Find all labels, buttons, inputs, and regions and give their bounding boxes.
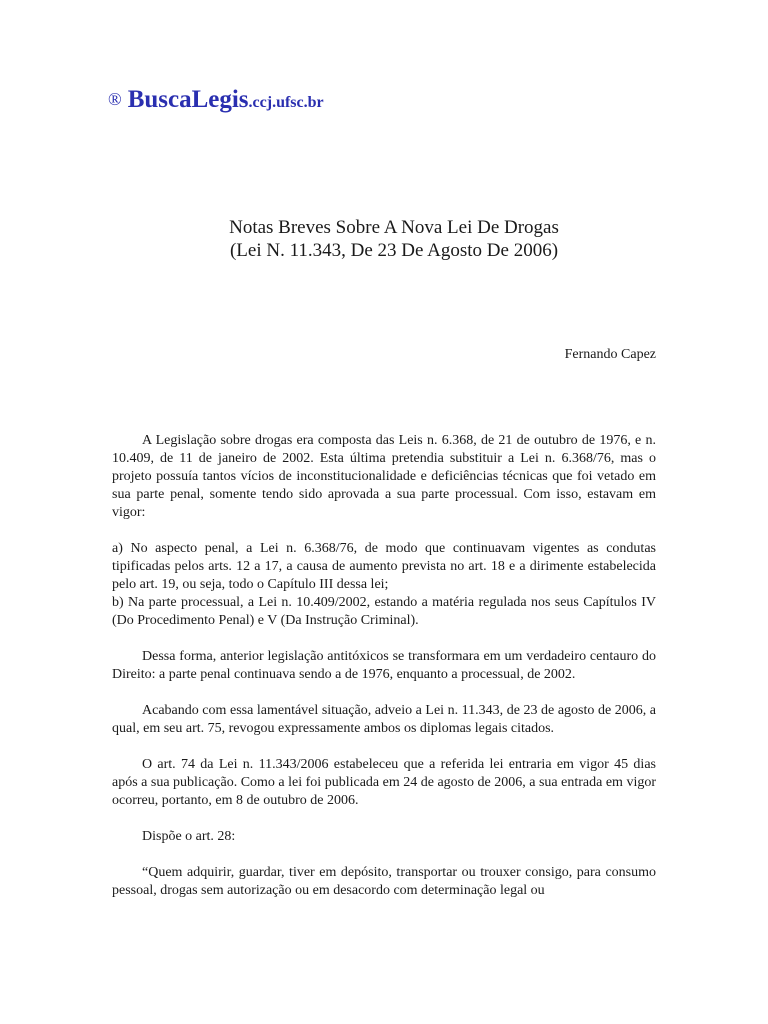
author-name: Fernando Capez [564,347,656,362]
document-title [0,216,768,262]
title-line-1: Notas Breves Sobre A Nova Lei De Drogas [229,217,559,238]
paragraph-centauro: Dessa forma, anterior legislação antitóxicos se transformara em um verdadeiro centauro do Direito: a parte penal continuava sendo a de 1976, enquanto a processual, de 2002. [112,649,656,682]
logo-brand-text: BuscaLegis [127,86,249,113]
registered-mark-icon: ® [108,89,122,109]
paragraph-revogacao: Acabando com essa lamentável situação, adveio a Lei n. 11.343, de 23 de agosto de 2006, a qual, em seu art. 75, revogou expressamente ambos os diplomas legais citados. [112,703,656,736]
title-line-2: (Lei N. 11.343, De 23 De Agosto De 2006) [229,240,559,261]
logo-domain-text: .ccj.ufsc.br [248,94,324,111]
document-body [112,432,656,900]
paragraph-vigencia: O art. 74 da Lei n. 11.343/2006 estabeleceu que a referida lei entraria em vigor 45 dias após a sua publicação. Como a lei foi publicada em 24 de agosto de 2006, a sua entrada em vigor ocorreu, portanto, em 8 de outubro de 2006. [112,757,656,808]
paragraph-art28-intro: Dispõe o art. 28: [142,829,236,844]
buscalegis-logo[interactable] [108,86,324,114]
list-item-b: b) Na parte processual, a Lei n. 10.409/2002, estando a matéria regulada nos seus Capítulos IV (Do Procedimento Penal) e V (Da Instrução Criminal). [112,595,656,628]
paragraph-art28-quote: “Quem adquirir, guardar, tiver em depósito, transportar ou trouxer consigo, para consumo pessoal, drogas sem autorização ou em desacordo com determinação legal ou [112,865,656,898]
paragraph-intro: A Legislação sobre drogas era composta das Leis n. 6.368, de 21 de outubro de 1976, e n. 10.409, de 11 de janeiro de 2002. Esta última pretendia substituir a Lei n. 6.368/76, mas o projeto possuía tantos vícios de inconstitucionalidade e deficiências técnicas que foi vetado em sua parte penal, somente tendo sido aprovada a sua parte processual. Com isso, estavam em vigor: [112,433,656,520]
list-item-a: a) No aspecto penal, a Lei n. 6.368/76, de modo que continuavam vigentes as condutas tipificadas pelos arts. 12 a 17, a causa de aumento prevista no art. 18 e a dirimente estabelecida pelo art. 19, ou seja, todo o Capítulo III dessa lei; [112,541,656,592]
paragraph-items [112,540,656,630]
